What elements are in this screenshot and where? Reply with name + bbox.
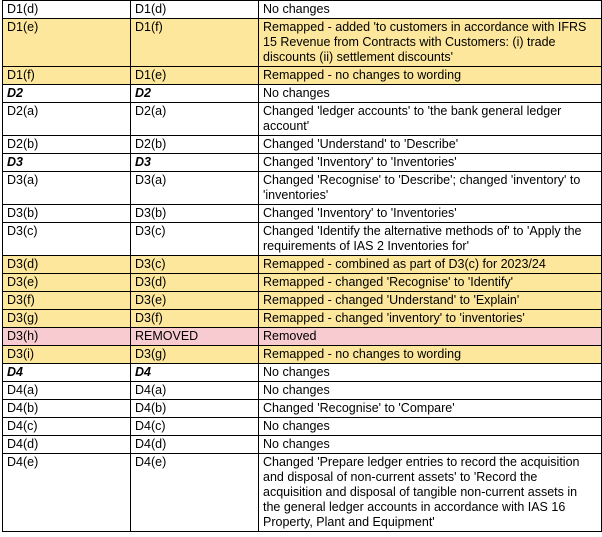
old-ref-cell: D3(f) [3,292,131,310]
old-ref-cell: D3(g) [3,310,131,328]
old-ref-cell: D3(c) [3,223,131,256]
change-description-cell: Removed [259,328,602,346]
table-row [3,454,602,532]
new-ref-cell: D4(e) [131,454,259,532]
old-ref-cell: D4(a) [3,382,131,400]
table-row [3,154,602,172]
new-ref-cell: D3(e) [131,292,259,310]
new-ref-cell: D3(f) [131,310,259,328]
change-description-cell: No changes [259,1,602,19]
old-ref-cell: D4(e) [3,454,131,532]
change-description-cell: No changes [259,436,602,454]
old-ref-cell: D4(d) [3,436,131,454]
new-ref-cell: D4(d) [131,436,259,454]
old-ref-cell: D2(a) [3,103,131,136]
table-row [3,205,602,223]
old-ref-cell: D1(e) [3,19,131,67]
new-ref-cell: D2(a) [131,103,259,136]
change-description-cell: Changed 'Recognise' to 'Compare' [259,400,602,418]
table-body [3,1,602,532]
change-description-cell: Remapped - changed 'inventory' to 'inventories' [259,310,602,328]
new-ref-cell: D1(f) [131,19,259,67]
table-row [3,292,602,310]
new-ref-cell: D4(c) [131,418,259,436]
old-ref-cell: D3(b) [3,205,131,223]
old-ref-cell: D1(f) [3,67,131,85]
table-row [3,436,602,454]
new-ref-cell: D2 [131,85,259,103]
table-row [3,382,602,400]
table-row [3,1,602,19]
new-ref-cell: D3(g) [131,346,259,364]
change-description-cell: Remapped - combined as part of D3(c) for 2023/24 [259,256,602,274]
change-description-cell: Remapped - no changes to wording [259,346,602,364]
change-description-cell: Changed 'Identify the alternative methods of' to 'Apply the requirements of IAS 2 Inventories for' [259,223,602,256]
change-description-cell: No changes [259,364,602,382]
change-description-cell: No changes [259,418,602,436]
old-ref-cell: D2(b) [3,136,131,154]
old-ref-cell: D4(c) [3,418,131,436]
new-ref-cell: REMOVED [131,328,259,346]
new-ref-cell: D3(b) [131,205,259,223]
old-ref-cell: D3 [3,154,131,172]
table-row [3,172,602,205]
change-description-cell: Changed 'Understand' to 'Describe' [259,136,602,154]
table-row [3,328,602,346]
table-row [3,310,602,328]
change-description-cell: No changes [259,382,602,400]
table-row [3,256,602,274]
change-description-cell: Changed 'Inventory' to 'Inventories' [259,205,602,223]
table-row [3,67,602,85]
new-ref-cell: D3(d) [131,274,259,292]
old-ref-cell: D3(e) [3,274,131,292]
new-ref-cell: D2(b) [131,136,259,154]
new-ref-cell: D3(c) [131,256,259,274]
new-ref-cell: D4(a) [131,382,259,400]
new-ref-cell: D4 [131,364,259,382]
change-description-cell: Changed 'ledger accounts' to 'the bank general ledger account' [259,103,602,136]
old-ref-cell: D4(b) [3,400,131,418]
new-ref-cell: D1(e) [131,67,259,85]
new-ref-cell: D1(d) [131,1,259,19]
change-description-cell: No changes [259,85,602,103]
table-row [3,136,602,154]
syllabus-mapping-table [2,0,602,532]
table-row [3,364,602,382]
table-row [3,103,602,136]
table-row [3,85,602,103]
table-row [3,274,602,292]
old-ref-cell: D3(d) [3,256,131,274]
old-ref-cell: D3(i) [3,346,131,364]
new-ref-cell: D3(c) [131,223,259,256]
table-row [3,223,602,256]
change-description-cell: Remapped - changed 'Recognise' to 'Identify' [259,274,602,292]
table-row [3,346,602,364]
table-row [3,400,602,418]
new-ref-cell: D3(a) [131,172,259,205]
change-description-cell: Changed 'Recognise' to 'Describe'; changed 'inventory' to 'inventories' [259,172,602,205]
change-description-cell: Remapped - changed 'Understand' to 'Explain' [259,292,602,310]
old-ref-cell: D2 [3,85,131,103]
change-description-cell: Remapped - no changes to wording [259,67,602,85]
old-ref-cell: D1(d) [3,1,131,19]
table-row [3,418,602,436]
old-ref-cell: D4 [3,364,131,382]
new-ref-cell: D4(b) [131,400,259,418]
change-description-cell: Changed 'Prepare ledger entries to record the acquisition and disposal of non-current assets' to 'Record the acquisition and disposal of tangible non-current assets in the general ledger accounts in accordance with IAS 16 Property, Plant and Equipment' [259,454,602,532]
new-ref-cell: D3 [131,154,259,172]
old-ref-cell: D3(h) [3,328,131,346]
old-ref-cell: D3(a) [3,172,131,205]
table-row [3,19,602,67]
change-description-cell: Changed 'Inventory' to 'Inventories' [259,154,602,172]
change-description-cell: Remapped - added 'to customers in accordance with IFRS 15 Revenue from Contracts with Customers: (i) trade discounts (ii) settlement discounts' [259,19,602,67]
